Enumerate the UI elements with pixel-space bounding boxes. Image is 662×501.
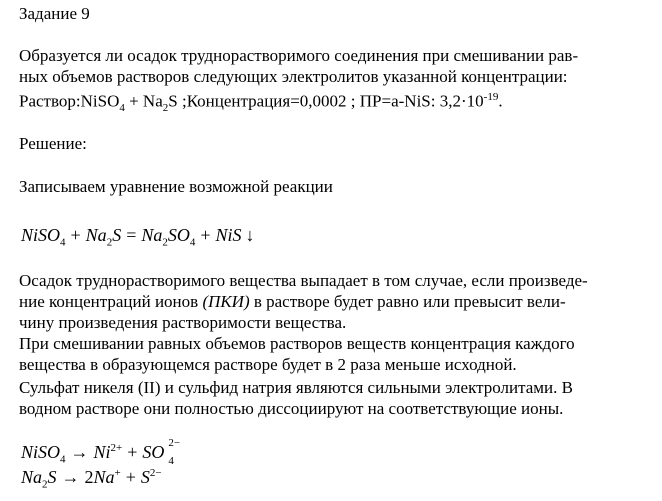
question-line: ных объемов растворов следующих электролитов указанной концентрации: bbox=[19, 67, 568, 86]
reaction-equation: NiSO$_4$ + $Na_2S = Na_2SO_4$ + NiS ↓ bbox=[21, 225, 255, 249]
paragraph-line: Сульфат никеля (II) и сульфид натрия являются сильными электролитами. В bbox=[19, 378, 573, 397]
paragraph-line: водном растворе они полностью диссоциируют на соответствующие ионы. bbox=[19, 399, 564, 418]
paragraph-line: ние концентраций ионов (ПКИ) в растворе будет равно или превысит вели- bbox=[19, 292, 566, 311]
paragraph-mixing bbox=[19, 333, 644, 375]
reaction-intro: Записываем уравнение возможной реакции bbox=[19, 177, 333, 196]
paragraph-precipitation bbox=[19, 270, 644, 333]
paragraph-line: чину произведения растворимости вещества. bbox=[19, 313, 347, 332]
question-line: Раствор:NiSO$_4$ + $Na_2S$ ;Концентрация=0,0002 ; ПР=a-NiS: $3,2\cdot 10^{-19}$. bbox=[19, 91, 503, 115]
paragraph-line: При смешивании равных объемов растворов веществ концентрация каждого bbox=[19, 334, 575, 353]
paragraph-line: Осадок труднорастворимого вещества выпадает в том случае, если произведе- bbox=[19, 271, 588, 290]
dissociation-equation-na2s: $Na_2S \to 2Na^+ + S^{2-}$ bbox=[21, 467, 162, 491]
paragraph-line: вещества в образующемся растворе будет в 2 раза меньше исходной. bbox=[19, 355, 517, 374]
task-title: Задание 9 bbox=[19, 4, 90, 23]
dissociation-equation-niso4: NiSO$_4$ → $Ni^{2+}$ + SO 2− 4 bbox=[21, 437, 181, 467]
precipitate-arrow-icon: ↓ bbox=[245, 225, 255, 245]
solution-heading: Решение: bbox=[19, 134, 87, 153]
question-line: Образуется ли осадок труднорастворимого соединения при смешивании рав- bbox=[19, 46, 579, 65]
question-text bbox=[19, 45, 644, 119]
paragraph-dissociation bbox=[19, 377, 644, 419]
